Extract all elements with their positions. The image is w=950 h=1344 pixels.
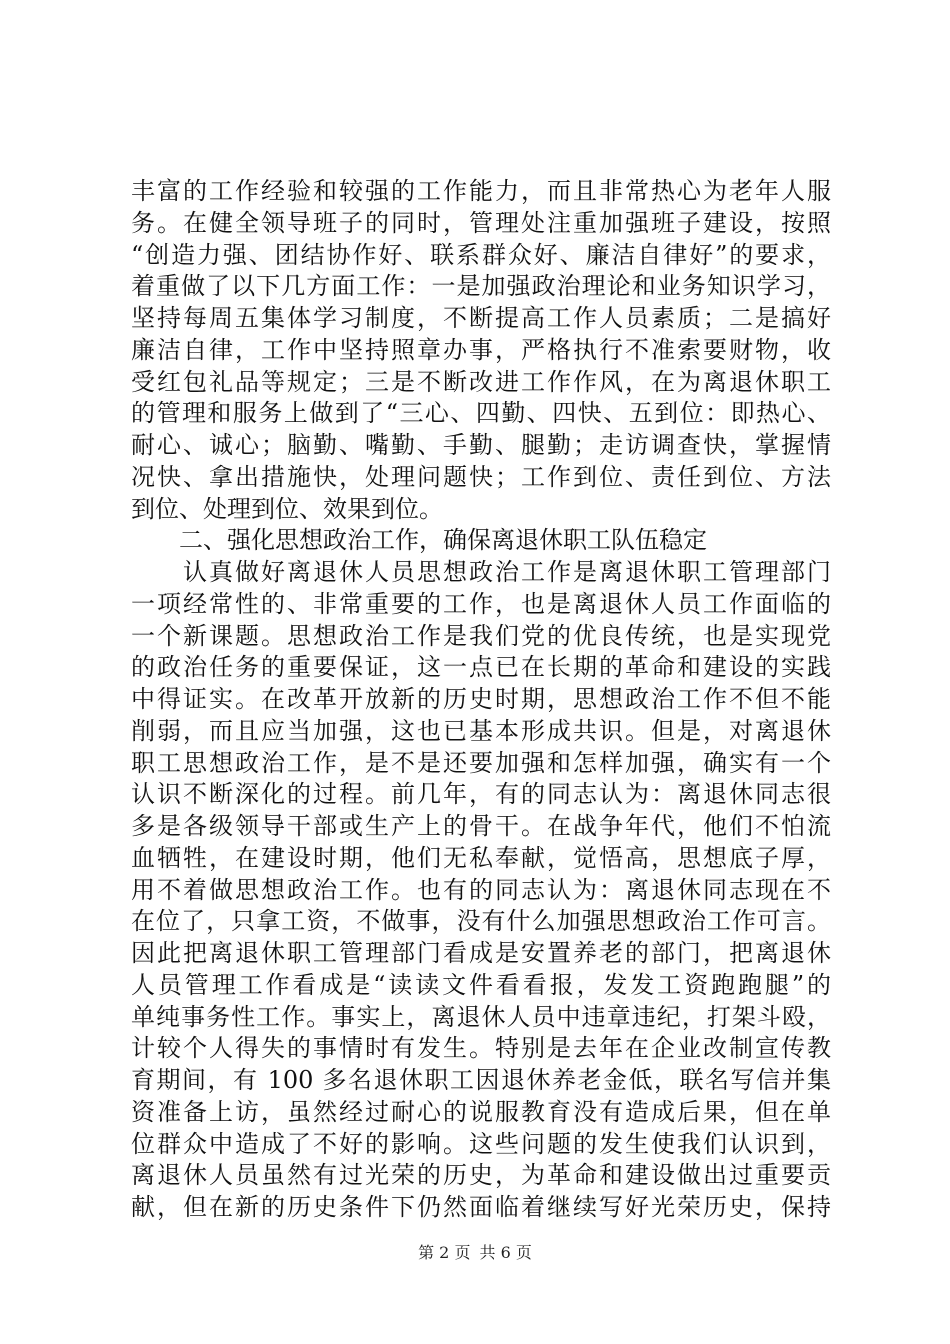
text-line: 况快、拿出措施快，处理问题快；工作到位、责任到位、方法 — [131, 462, 831, 491]
text-line: 一个新课题。思想政治工作是我们党的优良传统，也是实现党 — [131, 621, 831, 650]
text-line: 耐心、诚心；脑勤、嘴勤、手勤、腿勤；走访调查快，掌握情 — [131, 431, 831, 459]
text-line: 中得证实。在改革开放新的历史时期，思想政治工作不但不能 — [131, 685, 831, 713]
text-line: 资准备上访，虽然经过耐心的说服教育没有造成后果，但在单 — [131, 1097, 831, 1126]
text-line: 务。在健全领导班子的同时，管理处注重加强班子建设，按照 — [131, 208, 831, 237]
page-footer — [0, 1243, 950, 1263]
text-line: 育期间，有 100 多名退休职工因退休养老金低，联名写信并集 — [131, 1066, 831, 1094]
text-line: 廉洁自律，工作中坚持照章办事，严格执行不准索要财物，收 — [131, 335, 831, 364]
text-line: 多是各级领导干部或生产上的骨干。在战争年代，他们不怕流 — [131, 812, 831, 840]
text-line: 的政治任务的重要保证，这一点已在长期的革命和建设的实践 — [131, 653, 831, 682]
text-line: “创造力强、团结协作好、联系群众好、廉洁自律好”的要求， — [131, 240, 831, 269]
text-line: 血牺牲，在建设时期，他们无私奉献，觉悟高，思想底子厚， — [131, 843, 831, 872]
total-pages: 共 6 页 — [479, 1243, 532, 1262]
text-line: 位群众中造成了不好的影响。这些问题的发生使我们认识到， — [131, 1129, 831, 1158]
text-line: 献，但在新的历史条件下仍然面临着继续写好光荣历史，保持 — [131, 1193, 831, 1221]
text-line: 认识不断深化的过程。前几年，有的同志认为：离退休同志很 — [131, 780, 831, 809]
text-line: 离退休人员虽然有过光荣的历史，为革命和建设做出过重要贡 — [131, 1161, 831, 1190]
text-line: 削弱，而且应当加强，这也已基本形成共识。但是，对离退休 — [131, 716, 831, 745]
text-line: 丰富的工作经验和较强的工作能力，而且非常热心为老年人服 — [131, 177, 831, 205]
text-line: 坚持每周五集体学习制度，不断提高工作人员素质；二是搞好 — [131, 304, 831, 332]
section-heading: 二、强化思想政治工作，确保离退休职工队伍稳定 — [131, 526, 707, 555]
paragraph-first-line: 认真做好离退休人员思想政治工作是离退休职工管理部门 — [131, 558, 831, 586]
document-body — [131, 176, 831, 1224]
text-line: 一项经常性的、非常重要的工作，也是离退休人员工作面临的 — [131, 589, 831, 618]
text-line: 人员管理工作看成是“读读文件看看报，发发工资跑跑腿”的 — [131, 970, 831, 999]
paragraph-end-line: 到位、处理到位、效果到位。 — [131, 494, 443, 523]
text-line: 受红包礼品等规定；三是不断改进工作作风，在为离退休职工 — [131, 367, 831, 396]
text-line: 着重做了以下几方面工作：一是加强政治理论和业务知识学习， — [131, 272, 831, 301]
text-line: 因此把离退休职工管理部门看成是安置养老的部门，把离退休 — [131, 939, 831, 967]
page-number: 第 2 页 — [418, 1243, 471, 1262]
text-line: 的管理和服务上做到了“三心、四勤、四快、五到位：即热心、 — [131, 399, 831, 428]
text-line: 在位了，只拿工资，不做事，没有什么加强思想政治工作可言。 — [131, 907, 831, 936]
text-line: 计较个人得失的事情时有发生。特别是去年在企业改制宣传教 — [131, 1034, 831, 1063]
text-line: 职工思想政治工作，是不是还要加强和怎样加强，确实有一个 — [131, 748, 831, 777]
text-line: 单纯事务性工作。事实上，离退休人员中违章违纪，打架斗殴， — [131, 1002, 831, 1031]
text-line: 用不着做思想政治工作。也有的同志认为：离退休同志现在不 — [131, 875, 831, 904]
